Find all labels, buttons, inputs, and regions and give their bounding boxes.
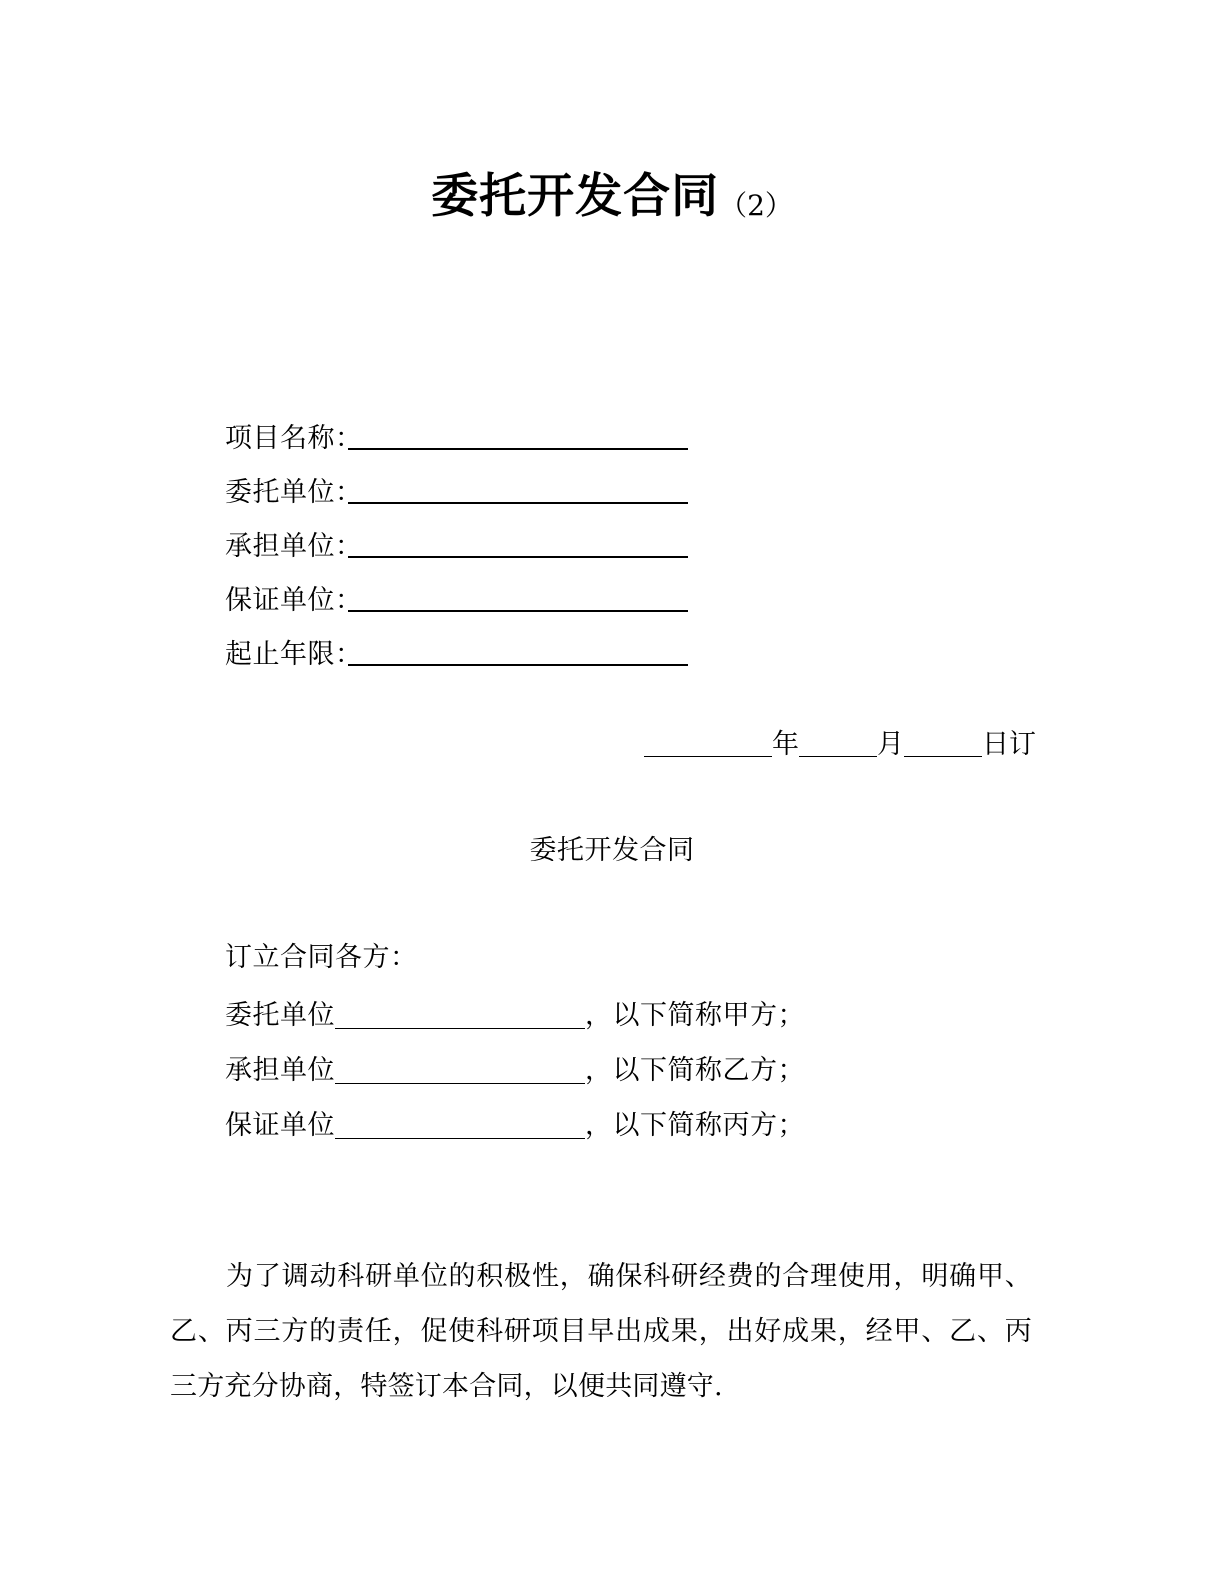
field-label-client-unit: 委托单位： [225,477,363,508]
party-label-contractor-unit: 承担单位 [225,1055,335,1086]
party-input-guarantor-unit[interactable] [335,1138,585,1139]
field-input-term-period[interactable] [348,664,688,666]
field-label-project-name: 项目名称： [225,423,363,454]
party-row-party-a [225,998,985,1053]
field-label-contractor-unit: 承担单位： [225,531,363,562]
form-row-client-unit [225,456,925,510]
field-input-guarantor-unit[interactable] [348,610,688,612]
party-tail-party-a: ，以下简称甲方； [585,1000,805,1031]
field-input-client-unit[interactable] [348,502,688,504]
form-row-guarantor-unit [225,564,925,618]
parties-list [225,998,985,1163]
party-input-client-unit[interactable] [335,1028,585,1029]
field-input-project-name[interactable] [348,448,688,450]
date-label-month: 月 [877,729,904,760]
field-label-term-period: 起止年限： [225,639,363,670]
date-input-day[interactable] [904,756,982,757]
field-input-contractor-unit[interactable] [348,556,688,558]
party-label-client-unit: 委托单位 [225,1000,335,1031]
form-row-term-period [225,618,925,672]
page-title [0,159,1224,226]
date-label-day: 日订 [982,729,1036,760]
party-tail-party-c: ，以下简称丙方； [585,1110,805,1141]
signing-date-line [0,726,1036,764]
preamble-paragraph: 为了调动科研单位的积极性，确保科研经费的合理使用，明确甲、乙、丙三方的责任，促使科研项目早出成果，出好成果，经甲、乙、丙三方充分协商，特签订本合同，以便共同遵守. [170,1261,1032,1402]
page-title-main: 委托开发合同 [431,169,720,225]
page-title-suffix: （2） [719,189,793,223]
field-label-guarantor-unit: 保证单位： [225,585,363,616]
section-title-contract: 委托开发合同 [529,835,695,866]
party-tail-party-b: ，以下简称乙方； [585,1055,805,1086]
form-row-contractor-unit [225,510,925,564]
date-input-year[interactable] [644,756,772,757]
contract-header-form [225,402,925,672]
form-row-project-name [225,402,925,456]
party-label-guarantor-unit: 保证单位 [225,1110,335,1141]
date-label-year: 年 [772,729,799,760]
parties-heading: 订立合同各方： [225,942,418,973]
party-row-party-c [225,1108,985,1163]
date-input-month[interactable] [799,756,877,757]
party-input-contractor-unit[interactable] [335,1083,585,1084]
party-row-party-b [225,1053,985,1108]
